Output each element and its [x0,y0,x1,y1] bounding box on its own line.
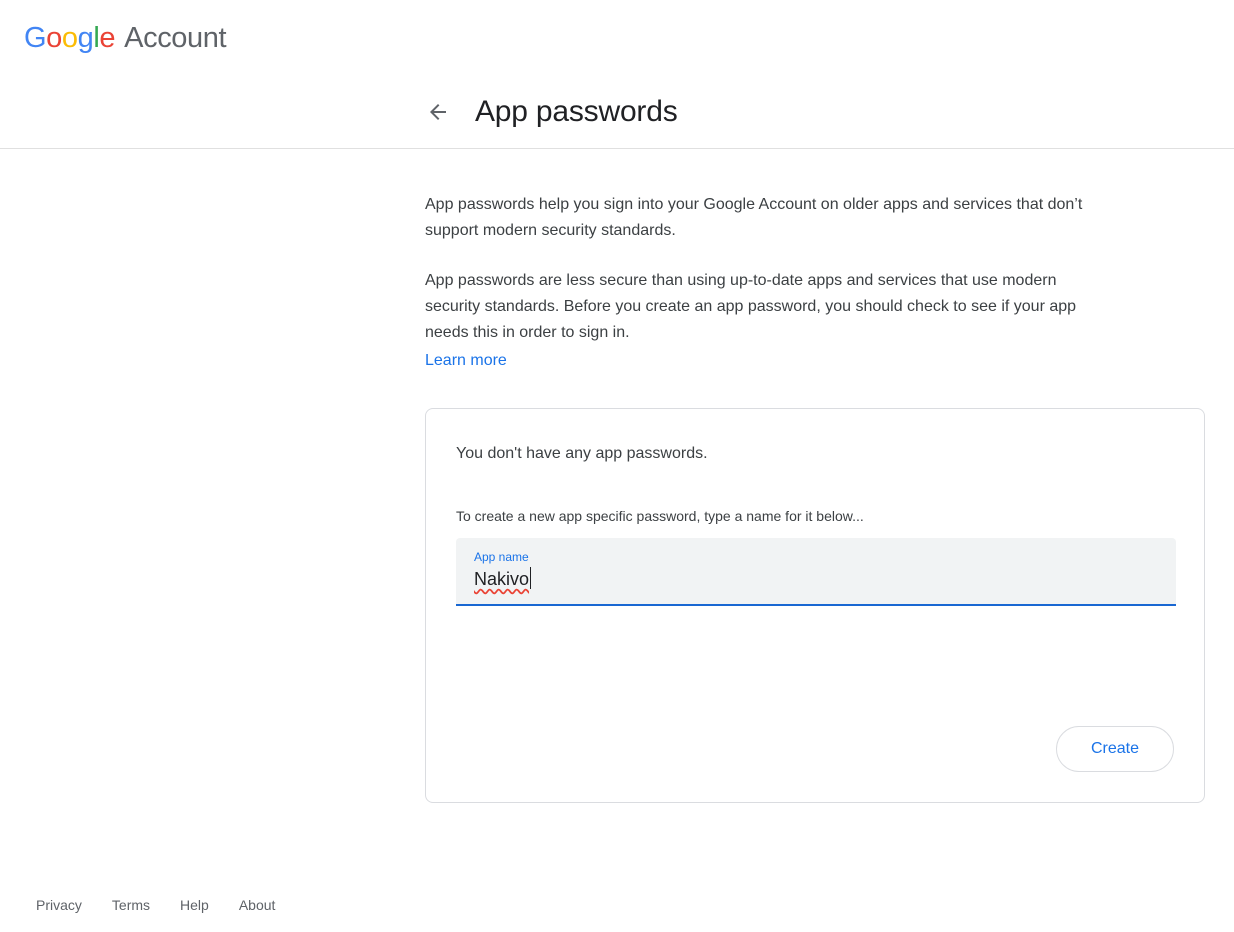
text-caret [530,567,531,589]
main-content [0,149,1234,803]
app-name-value: Nakivo [474,569,530,589]
logo-letter-e: e [99,21,116,54]
app-name-label: App name [474,550,529,564]
footer-link-terms[interactable]: Terms [111,897,151,913]
arrow-left-icon [426,100,450,124]
no-passwords-message: You don't have any app passwords. [456,445,708,462]
create-instruction: To create a new app specific password, type a name for it below... [456,508,864,524]
intro-paragraph-2: App passwords are less secure than using up-to-date apps and services that use modern security standards. Before you create an app password, you should check to see if your app needs this in order to sign in. [425,272,1077,341]
back-button[interactable] [418,92,458,132]
footer-link-help[interactable]: Help [180,897,209,913]
product-name: Account [124,21,227,54]
logo-letter-o1: o [46,21,62,54]
logo-letter-g2: g [77,21,94,54]
app-passwords-card [425,408,1205,803]
footer-link-privacy[interactable]: Privacy [36,897,82,913]
logo-letter-o2: o [61,21,78,54]
logo-letter-g1: G [24,21,47,54]
page-title-bar [0,76,1234,149]
footer-link-about[interactable]: About [238,897,276,913]
page-title: App passwords [475,95,678,128]
logo-letter-l: l [93,21,100,54]
learn-more-link[interactable]: Learn more [425,352,507,369]
app-name-input[interactable] [456,538,1176,606]
footer-links [36,897,275,913]
brand-header [0,0,1234,76]
create-button[interactable]: Create [1056,726,1174,772]
google-logo[interactable] [24,22,226,55]
intro-paragraph-1: App passwords help you sign into your Google Account on older apps and services that don’t support modern security standards. [425,196,1083,239]
